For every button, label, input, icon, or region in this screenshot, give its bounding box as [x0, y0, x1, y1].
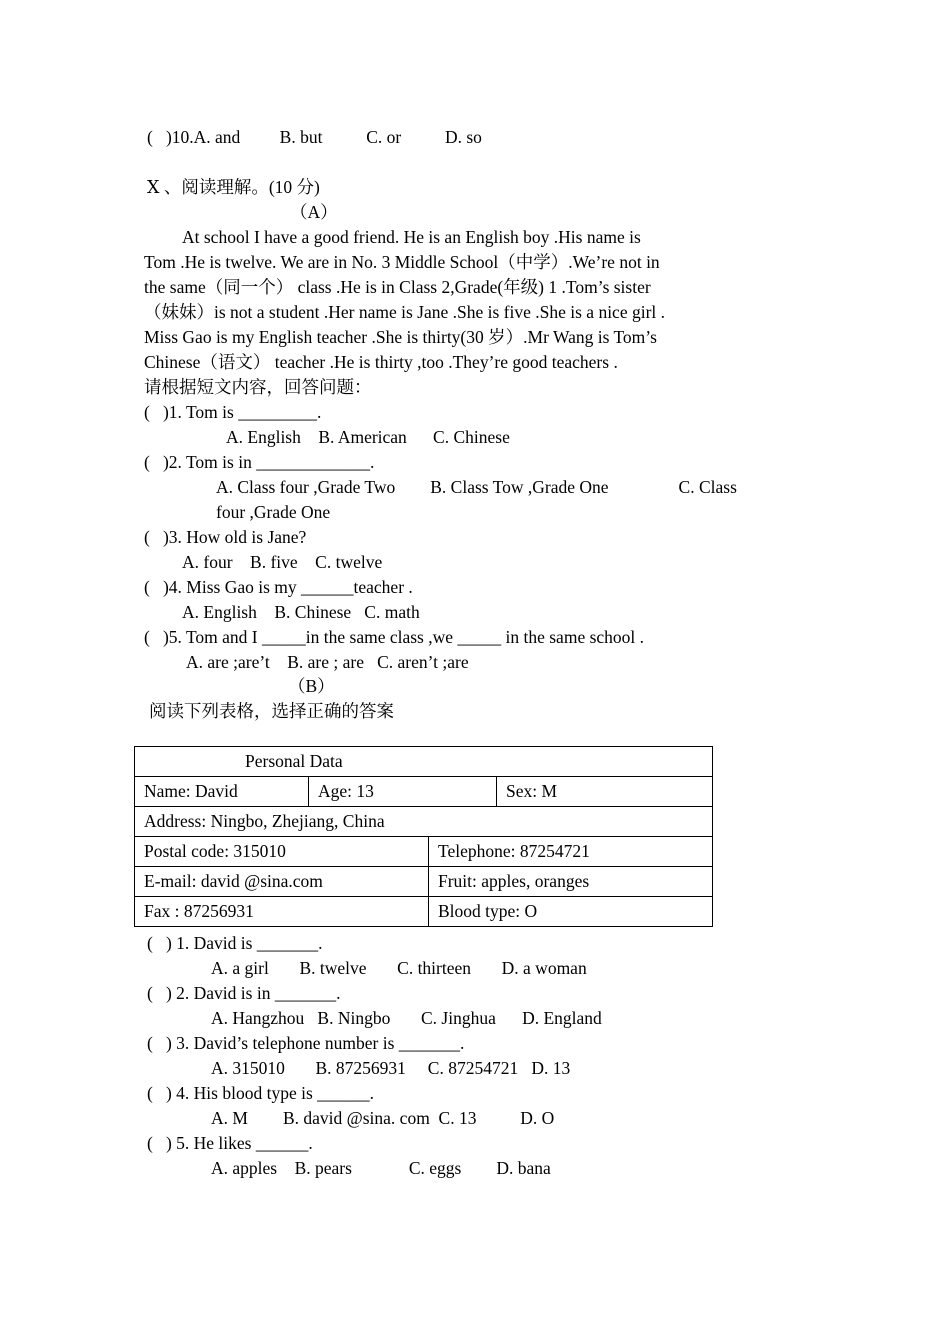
cell-sex: Sex: M	[497, 777, 713, 807]
question-options: A. Class four ,Grade Two B. Class Tow ,Grade One C. Class	[216, 477, 737, 497]
question-options: A. M B. david @sina. com C. 13 D. O	[211, 1108, 555, 1128]
cell-age: Age: 13	[309, 777, 497, 807]
personal-data-table	[134, 746, 713, 927]
cell-address: Address: Ningbo, Zhejiang, China	[135, 807, 713, 837]
question-options: A. are ;are’t B. are ; are C. aren’t ;are	[186, 652, 469, 672]
question-stem: ( ) 5. He likes ______.	[147, 1133, 313, 1153]
question-options: A. a girl B. twelve C. thirteen D. a woman	[211, 958, 587, 978]
question-stem: ( )5. Tom and I _____in the same class ,we _____ in the same school .	[144, 627, 645, 647]
question-options: A. apples B. pears C. eggs D. bana	[211, 1158, 551, 1178]
cell-postal-code: Postal code: 315010	[135, 837, 429, 867]
part-a-label: （A）	[290, 202, 338, 222]
question-stem: ( ) 1. David is _______.	[147, 933, 323, 953]
cell-name: Name: David	[135, 777, 309, 807]
question-options: A. Hangzhou B. Ningbo C. Jinghua D. England	[211, 1008, 602, 1028]
question-stem: ( )1. Tom is _________.	[144, 402, 322, 422]
passage-line: At school I have a good friend. He is an English boy .His name is	[182, 227, 641, 247]
cell-blood-type: Blood type: O	[429, 897, 713, 927]
part-b-instruction: 阅读下列表格，选择正确的答案	[149, 701, 394, 721]
passage-line: （妹妹）is not a student .Her name is Jane .She is five .She is a nice girl .	[144, 302, 666, 322]
passage-line: the same（同一个） class .He is in Class 2,Grade(年级) 1 .Tom’s sister	[144, 277, 651, 297]
cell-fruit: Fruit: apples, oranges	[429, 867, 713, 897]
passage-line: Tom .He is twelve. We are in No. 3 Middle School（中学）.We’re not in	[144, 252, 660, 272]
question-options: A. English B. American C. Chinese	[226, 427, 510, 447]
question-stem: ( )4. Miss Gao is my ______teacher .	[144, 577, 413, 597]
question-stem: ( )3. How old is Jane?	[144, 527, 307, 547]
question-options: A. 315010 B. 87256931 C. 87254721 D. 13	[211, 1058, 571, 1078]
question-stem: ( )2. Tom is in _____________.	[144, 452, 375, 472]
passage-line: Miss Gao is my English teacher .She is thirty(30 岁）.Mr Wang is Tom’s	[144, 327, 657, 347]
passage-line: Chinese（语文） teacher .He is thirty ,too .They’re good teachers .	[144, 352, 618, 372]
cell-fax: Fax : 87256931	[135, 897, 429, 927]
question-options: A. four B. five C. twelve	[182, 552, 383, 572]
part-b-label: （B）	[288, 676, 335, 696]
question-stem: ( ) 4. His blood type is ______.	[147, 1083, 375, 1103]
part-a-instruction: 请根据短文内容，回答问题：	[144, 377, 372, 397]
question-stem: ( ) 3. David’s telephone number is _______.	[147, 1033, 465, 1053]
question-options-cont: four ,Grade One	[216, 502, 331, 522]
table-title: Personal Data	[135, 747, 713, 777]
section-heading: Ⅹ 、阅读理解。(10 分)	[147, 177, 320, 197]
question-options: A. English B. Chinese C. math	[182, 602, 420, 622]
question-10: ( )10.A. and B. but C. or D. so	[147, 127, 482, 147]
cell-email: E-mail: david @sina.com	[135, 867, 429, 897]
cell-telephone: Telephone: 87254721	[429, 837, 713, 867]
question-stem: ( ) 2. David is in _______.	[147, 983, 341, 1003]
